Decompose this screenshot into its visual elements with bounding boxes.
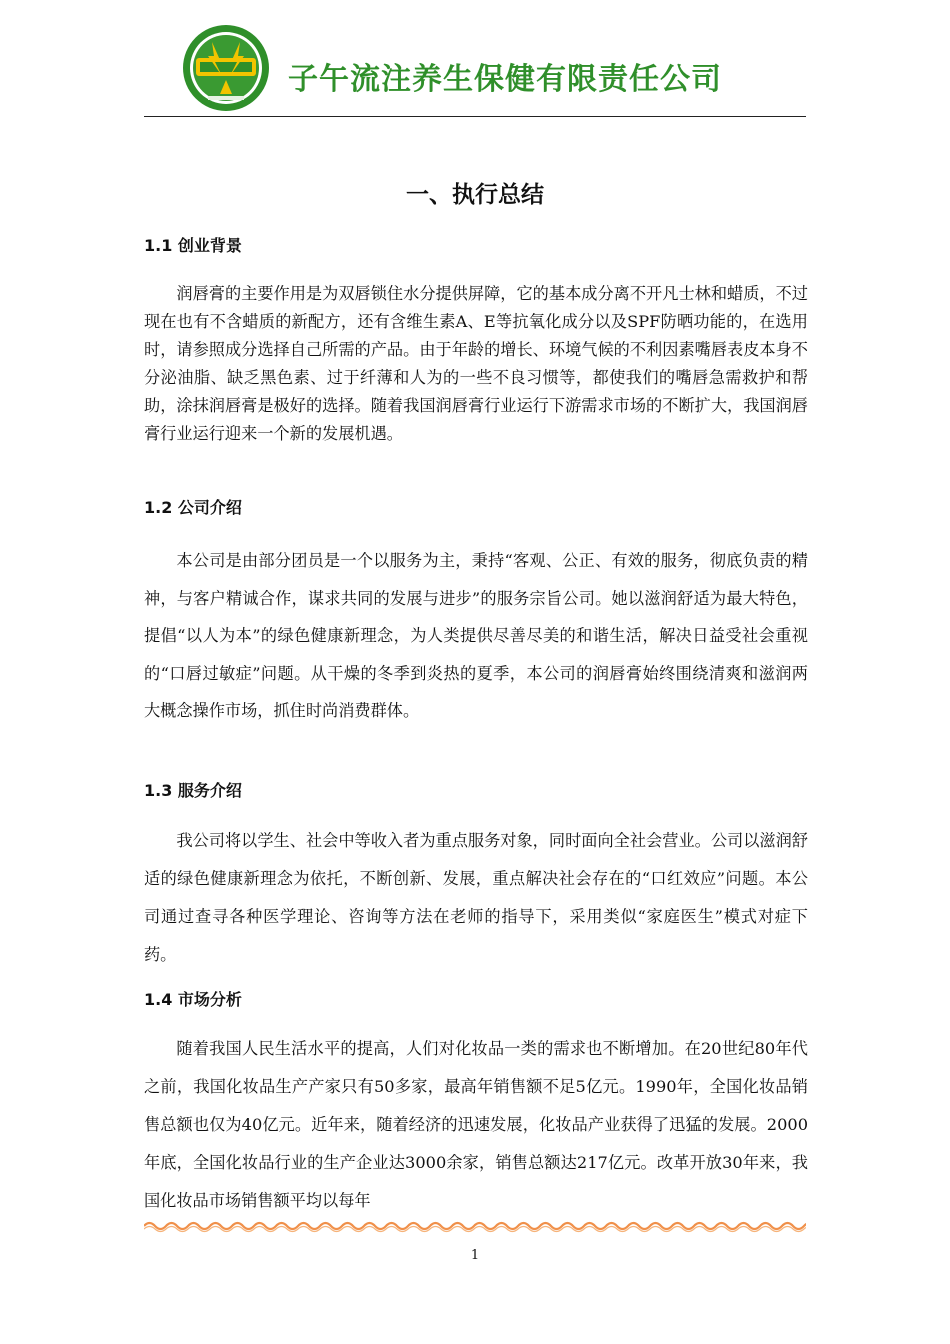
company-logo-icon — [182, 24, 270, 112]
page-header — [144, 20, 806, 116]
company-name: 子午流注养生保健有限责任公司 — [288, 62, 722, 97]
header-divider — [144, 116, 806, 117]
page-title: 一、执行总结 — [406, 182, 544, 208]
section-heading-company-intro: 1.2 公司介绍 — [144, 498, 242, 517]
paragraph-market-analysis: 随着我国人民生活水平的提高，人们对化妆品一类的需求也不断增加。在20世纪80年代之前，我国化妆品生产产家只有50多家，最高年销售额不足5亿元。1990年，全国化妆品销售总额也仅为40亿元。近年来，随着经济的迅速发展，化妆品产业获得了迅猛的发展。2000年底，全国化妆品行业的生产企业达3000余家，销售总额达217亿元。改革开放30年来，我国化妆品市场销售额平均以每年 — [144, 1039, 808, 1210]
paragraph-startup-background: 润唇膏的主要作用是为双唇锁住水分提供屏障，它的基本成分离不开凡士林和蜡质，不过现在也有不含蜡质的新配方，还有含维生素A、E等抗氧化成分以及SPF防晒功能的，在选用时，请参照成分选择自己所需的产品。由于年龄的增长、环境气候的不利因素嘴唇表皮本身不分泌油脂、缺乏黑色素、过于纤薄和人为的一些不良习惯等，都使我们的嘴唇急需救护和帮助，涂抹润唇膏是极好的选择。随着我国润唇膏行业运行下游需求市场的不断扩大，我国润唇膏行业运行迎来一个新的发展机遇。 — [144, 284, 808, 443]
section-heading-service-intro: 1.3 服务介绍 — [144, 781, 242, 800]
section-heading-startup-background: 1.1 创业背景 — [144, 236, 242, 255]
paragraph-service-intro: 我公司将以学生、社会中等收入者为重点服务对象，同时面向全社会营业。公司以滋润舒适的绿色健康新理念为依托，不断创新、发展，重点解决社会存在的“口红效应”问题。本公司通过查寻各种医学理论、咨询等方法在老师的指导下，采用类似“家庭医生”模式对症下药。 — [144, 831, 808, 964]
footer-wave-divider — [144, 1218, 806, 1234]
page-number: 1 — [470, 1248, 480, 1263]
section-heading-market-analysis: 1.4 市场分析 — [144, 990, 242, 1009]
paragraph-company-intro: 本公司是由部分团员是一个以服务为主，秉持“客观、公正、有效的服务，彻底负责的精神，与客户精诚合作，谋求共同的发展与进步”的服务宗旨公司。她以滋润舒适为最大特色，提倡“以人为本”的绿色健康新理念，为人类提供尽善尽美的和谐生活，解决日益受社会重视的“口唇过敏症”问题。从干燥的冬季到炎热的夏季，本公司的润唇膏始终围绕清爽和滋润两大概念操作市场，抓住时尚消费群体。 — [144, 551, 808, 720]
